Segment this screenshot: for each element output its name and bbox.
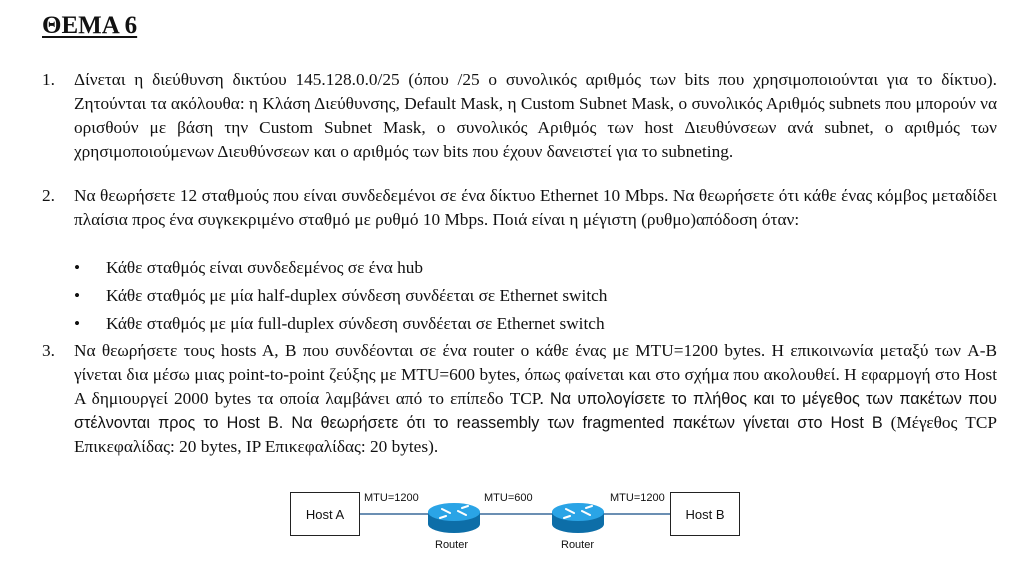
router-label: Router (561, 539, 595, 551)
page-title: ΘΕΜΑ 6 (42, 12, 138, 39)
question-number: 1. (42, 70, 55, 89)
router-label: Router (435, 539, 469, 551)
mtu-label-middle: MTU=600 (484, 492, 533, 504)
question-2 (42, 184, 997, 232)
question-3 (42, 339, 997, 459)
router-icon (552, 503, 604, 533)
list-item: • Κάθε σταθμός με μία full-duplex σύνδεση συνδέεται σε Ethernet switch (74, 312, 974, 340)
mtu-label-left: MTU=1200 (364, 492, 419, 504)
question-1 (42, 68, 997, 164)
router-icon (428, 503, 480, 533)
question-text: Να θεωρήσετε 12 σταθμούς που είναι συνδεδεμένοι σε ένα δίκτυο Ethernet 10 Mbps. Να θεωρήσετε ότι κάθε ένας κόμβος μεταδίδει πλαίσια προς ένα συγκεκριμένο σταθμό με ρυθμό 10 Mbps. Ποιά είναι η μέγιστη (ρυθμο)απόδοση όταν: (74, 186, 997, 229)
host-a-box: Host A (290, 492, 360, 536)
bullet-icon: • (74, 314, 81, 333)
question-text: Δίνεται η διεύθυνση δικτύου 145.128.0.0/25 (όπου /25 ο συνολικός αριθμός των bits που χρησιμοποιούνται για το δίκτυο). Ζητούνται τα ακόλουθα: η Κλάση Διεύθυνσης, Default Mask, η Custom Subnet Mask, ο συνολικός Αριθμός subnets που μπορούν να ορισθούν με βάση την Custom Subnet Mask, ο συνολικός Αριθμός των host Διευθύνσεων ανά subnet, ο αριθμός των χρησιμοποιούμενων Διευθύνσεων και ο αριθμός των bits που έχουν δανειστεί για το subneting. (74, 70, 997, 161)
bullet-list (74, 256, 974, 340)
list-item: • Κάθε σταθμός είναι συνδεδεμένος σε ένα hub (74, 256, 974, 284)
list-item: • Κάθε σταθμός με μία half-duplex σύνδεση συνδέεται σε Ethernet switch (74, 284, 974, 312)
bullet-icon: • (74, 286, 81, 305)
mtu-label-right: MTU=1200 (610, 492, 665, 504)
question-number: 2. (42, 186, 55, 205)
network-diagram (290, 480, 750, 574)
question-number: 3. (42, 341, 55, 360)
question-text: Να θεωρήσετε τους hosts A, B που συνδέονται σε ένα router ο κάθε ένας με MTU=1200 bytes. Η επικοινωνία μεταξύ των A-B γίνεται δια μέσω μιας point-to-point ζεύξης με MTU=600 bytes, όπως φαίνεται και στο σχήμα που ακολουθεί. Η εφαρμογή στο Host A δημιουργεί 2000 bytes τα οποία λαμβάνει από το επίπεδο TCP. Να υπολογίσετε το πλήθος και το μέγεθος των πακέτων που στέλνονται προς το Host B. Να θεωρήσετε ότι το reassembly των fragmented πακέτων γίνεται στο Host B (Μέγεθος TCP Επικεφαλίδας: 20 bytes, IP Επικεφαλίδας: 20 bytes). (74, 341, 997, 456)
bullet-icon: • (74, 258, 81, 277)
host-b-box: Host B (670, 492, 740, 536)
